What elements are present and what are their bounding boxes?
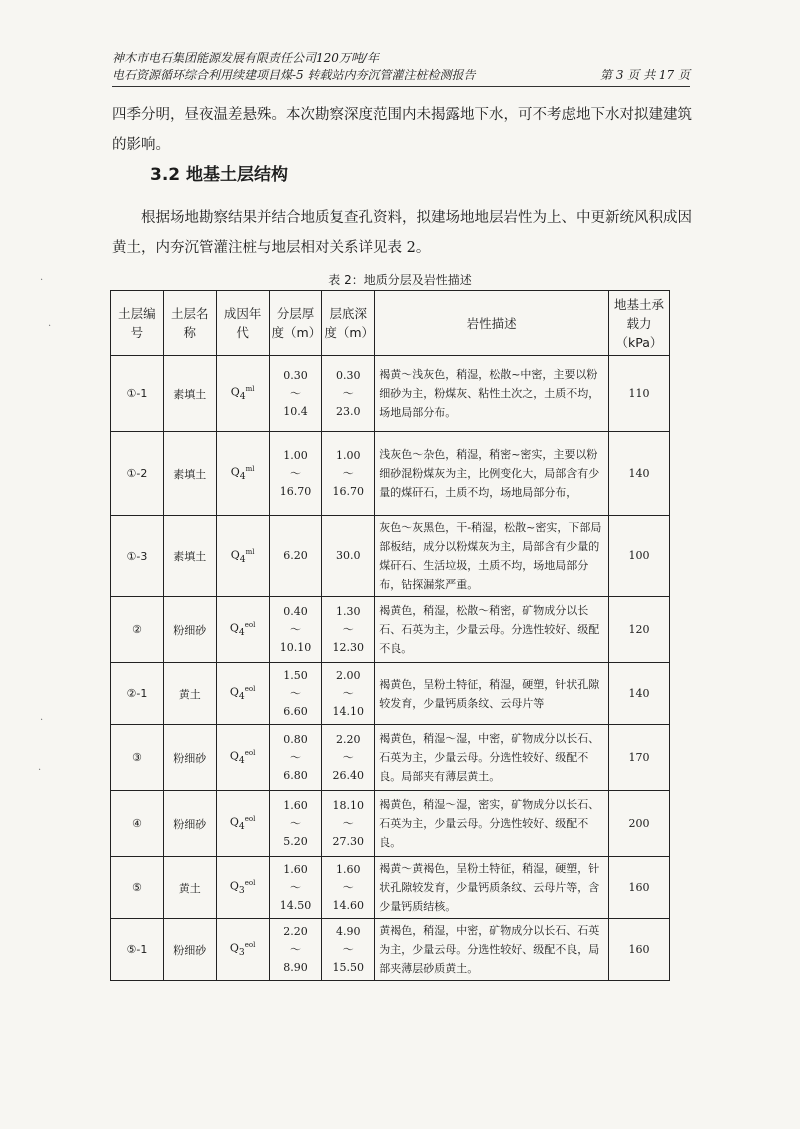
header-layer-no: 土层编号 [111, 291, 164, 356]
age-base: Q [230, 385, 240, 399]
depth-max: 14.60 [332, 898, 365, 912]
depth-sep: ～ [342, 942, 354, 956]
age-base: Q [229, 941, 239, 955]
age-sup: eol [244, 685, 256, 694]
header-thickness: 分层厚度（m） [269, 291, 322, 356]
thickness-sep: ～ [289, 750, 301, 764]
age-sup: eol [244, 749, 256, 758]
thickness-sep: ～ [289, 942, 301, 956]
soil-layer-table [110, 290, 670, 981]
age-sup: ml [245, 385, 255, 394]
depth-min: 18.10 [332, 798, 365, 812]
age-sub: 3 [238, 946, 245, 958]
depth-min: 1.30 [336, 604, 361, 618]
cell-layer-name: 粉细砂 [163, 725, 216, 791]
thickness-max: 10.10 [279, 640, 312, 654]
thickness-sep: ～ [289, 686, 301, 700]
cell-layer-no: ③ [111, 725, 164, 791]
cell-thickness [269, 356, 322, 432]
header-page-number: 第 3 页 共 17 页 [600, 68, 690, 82]
cell-capacity: 120 [608, 597, 669, 663]
cell-capacity: 140 [608, 432, 669, 516]
depth-min: 2.00 [336, 668, 361, 682]
cell-depth [322, 791, 375, 857]
cell-age [216, 597, 269, 663]
age-base: Q [229, 685, 239, 699]
table-row [111, 432, 670, 516]
header-layer-name: 土层名称 [163, 291, 216, 356]
thickness-max: 14.50 [279, 898, 312, 912]
scan-mark: . [40, 272, 44, 283]
thickness-sep: ～ [289, 466, 301, 480]
depth-sep: ～ [342, 880, 354, 894]
depth-max: 15.50 [332, 960, 365, 974]
cell-layer-no: ①-2 [111, 432, 164, 516]
cell-depth [322, 919, 375, 981]
cell-thickness [269, 516, 322, 597]
thickness-min: 0.30 [283, 368, 308, 382]
cell-layer-no: ①-3 [111, 516, 164, 597]
age-sup: eol [244, 815, 256, 824]
table-row [111, 663, 670, 725]
cell-layer-name: 粉细砂 [163, 919, 216, 981]
paragraph-groundwater: 四季分明，昼夜温差悬殊。本次勘察深度范围内未揭露地下水，可不考虑地下水对拟建建筑的影响。 [112, 107, 692, 153]
age-base: Q [230, 465, 240, 479]
cell-capacity: 170 [608, 725, 669, 791]
thickness-min: 0.80 [283, 732, 308, 746]
scan-mark: . [48, 318, 52, 329]
cell-age [216, 857, 269, 919]
table-row [111, 356, 670, 432]
cell-description: 褐黄色，稍湿～湿，密实，矿物成分以长石、石英为主，少量云母。分选性较好、级配不良。 [375, 791, 609, 857]
thickness-min: 2.20 [283, 924, 308, 938]
cell-layer-no: ①-1 [111, 356, 164, 432]
cell-age [216, 791, 269, 857]
thickness-sep: ～ [289, 816, 301, 830]
thickness-max: 8.90 [283, 960, 308, 974]
table-header-row [111, 291, 670, 356]
thickness-max: 5.20 [283, 834, 308, 848]
cell-thickness [269, 857, 322, 919]
thickness-max: 10.4 [283, 404, 308, 418]
cell-depth [322, 597, 375, 663]
cell-layer-no: ⑤ [111, 857, 164, 919]
cell-description: 褐黄～黄褐色，呈粉土特征，稍湿，硬塑，针状孔隙较发育，少量钙质条纹、云母片等，含少量钙质结核。 [375, 857, 609, 919]
cell-depth [322, 857, 375, 919]
table-row [111, 516, 670, 597]
cell-depth [322, 725, 375, 791]
header-age: 成因年代 [216, 291, 269, 356]
thickness-sep: ～ [289, 622, 301, 636]
depth-max: 14.10 [332, 704, 365, 718]
age-sub: 4 [239, 390, 246, 402]
age-base: Q [229, 815, 239, 829]
cell-capacity: 160 [608, 857, 669, 919]
depth-min: 1.60 [336, 862, 361, 876]
table-caption: 表 2：地质分层及岩性描述 [328, 273, 472, 287]
thickness-min: 1.60 [283, 862, 308, 876]
table-row [111, 791, 670, 857]
cell-age [216, 725, 269, 791]
cell-layer-name: 黄土 [163, 857, 216, 919]
thickness-sep: ～ [289, 880, 301, 894]
header-capacity: 地基土承载力（kPa） [608, 291, 669, 356]
depth-min: 4.90 [336, 924, 361, 938]
cell-thickness [269, 791, 322, 857]
thickness-min: 1.60 [283, 798, 308, 812]
age-base: Q [229, 879, 239, 893]
age-sub: 4 [238, 754, 245, 766]
cell-layer-name: 粉细砂 [163, 791, 216, 857]
cell-capacity: 140 [608, 663, 669, 725]
age-sup: ml [245, 465, 255, 474]
age-base: Q [229, 749, 239, 763]
cell-capacity: 200 [608, 791, 669, 857]
depth-min: 2.20 [336, 732, 361, 746]
cell-thickness [269, 432, 322, 516]
table-row [111, 919, 670, 981]
cell-layer-no: ②-1 [111, 663, 164, 725]
header-line2 [112, 67, 690, 84]
cell-description: 褐黄色，稍湿～湿，中密，矿物成分以长石、石英为主，少量云母。分选性较好、级配不良。局部夹有薄层黄土。 [375, 725, 609, 791]
cell-layer-name: 粉细砂 [163, 597, 216, 663]
depth-sep: ～ [342, 750, 354, 764]
age-sub: 4 [239, 553, 246, 565]
thickness-min: 1.50 [283, 668, 308, 682]
age-sub: 4 [238, 820, 245, 832]
thickness-max: 16.70 [279, 484, 312, 498]
cell-description: 黄褐色，稍湿，中密，矿物成分以长石、石英为主，少量云母。分选性较好、级配不良，局部夹薄层砂质黄土。 [375, 919, 609, 981]
cell-thickness [269, 725, 322, 791]
age-sub: 4 [238, 690, 245, 702]
header-company: 神木市电石集团能源发展有限责任公司120万吨/年 [112, 51, 379, 65]
cell-capacity: 160 [608, 919, 669, 981]
paragraph-strata: 根据场地勘察结果并结合地质复查孔资料，拟建场地地层岩性为上、中更新统风积成因黄土，内夯沉管灌注桩与地层相对关系详见表 2。 [112, 210, 692, 256]
table-row [111, 597, 670, 663]
cell-layer-no: ② [111, 597, 164, 663]
thickness-min: 0.40 [283, 604, 308, 618]
thickness-sep: ～ [289, 386, 301, 400]
header-depth: 层底深度（m） [322, 291, 375, 356]
cell-layer-name: 素填土 [163, 432, 216, 516]
cell-depth [322, 356, 375, 432]
depth-sep: 30.0 [336, 549, 361, 562]
cell-age [216, 356, 269, 432]
cell-description: 灰色～灰黑色，干-稍湿，松散~密实，下部局部板结，成分以粉煤灰为主，局部含有少量的煤矸石、生活垃圾，土质不均，场地局部分布，钻探漏浆严重。 [375, 516, 609, 597]
depth-max: 12.30 [332, 640, 365, 654]
depth-sep: ～ [342, 622, 354, 636]
depth-sep: ～ [342, 466, 354, 480]
thickness-max: 6.60 [283, 704, 308, 718]
cell-description: 褐黄～浅灰色，稍湿，松散~中密，主要以粉细砂为主，粉煤灰、粘性土次之，土质不均，场地局部分布。 [375, 356, 609, 432]
depth-sep: ～ [342, 816, 354, 830]
cell-age [216, 663, 269, 725]
thickness-sep: 6.20 [283, 549, 308, 562]
scan-mark: . [38, 762, 42, 773]
cell-age [216, 919, 269, 981]
depth-max: 27.30 [332, 834, 365, 848]
depth-max: 16.70 [332, 484, 365, 498]
depth-sep: ～ [342, 386, 354, 400]
table-row [111, 857, 670, 919]
age-sub: 4 [238, 626, 245, 638]
cell-depth [322, 663, 375, 725]
depth-sep: ～ [342, 686, 354, 700]
cell-thickness [269, 919, 322, 981]
age-sub: 4 [239, 470, 246, 482]
cell-age [216, 432, 269, 516]
cell-layer-no: ④ [111, 791, 164, 857]
cell-layer-name: 素填土 [163, 356, 216, 432]
cell-capacity: 110 [608, 356, 669, 432]
thickness-max: 6.80 [283, 768, 308, 782]
page-header [112, 50, 690, 87]
cell-age [216, 516, 269, 597]
depth-min: 0.30 [336, 368, 361, 382]
section-title: 3.2 地基土层结构 [150, 165, 289, 185]
age-base: Q [229, 621, 239, 635]
header-description: 岩性描述 [375, 291, 609, 356]
cell-depth [322, 432, 375, 516]
cell-thickness [269, 663, 322, 725]
age-sup: eol [244, 941, 256, 950]
depth-min: 1.00 [336, 448, 361, 462]
depth-max: 26.40 [332, 768, 365, 782]
cell-layer-name: 黄土 [163, 663, 216, 725]
cell-description: 褐黄色，稍湿，松散～稍密，矿物成分以长石、石英为主，少量云母。分选性较好、级配不良。 [375, 597, 609, 663]
cell-capacity: 100 [608, 516, 669, 597]
age-sup: eol [244, 621, 256, 630]
scan-mark: . [40, 712, 44, 723]
cell-layer-no: ⑤-1 [111, 919, 164, 981]
cell-description: 浅灰色～杂色，稍湿，稍密~密实，主要以粉细砂混粉煤灰为主，比例变化大，局部含有少量的煤矸石，土质不均，场地局部分布， [375, 432, 609, 516]
age-sub: 3 [238, 884, 245, 896]
cell-thickness [269, 597, 322, 663]
age-sup: eol [244, 879, 256, 888]
cell-layer-name: 素填土 [163, 516, 216, 597]
depth-max: 23.0 [336, 404, 361, 418]
table-row [111, 725, 670, 791]
age-base: Q [230, 548, 240, 562]
thickness-min: 1.00 [283, 448, 308, 462]
cell-description: 褐黄色，呈粉土特征，稍湿，硬塑，针状孔隙较发育，少量钙质条纹、云母片等 [375, 663, 609, 725]
cell-depth [322, 516, 375, 597]
age-sup: ml [245, 547, 255, 556]
header-report-title: 电石资源循环综合利用续建项目煤-5 转载站内夯沉管灌注桩检测报告 [112, 68, 476, 82]
